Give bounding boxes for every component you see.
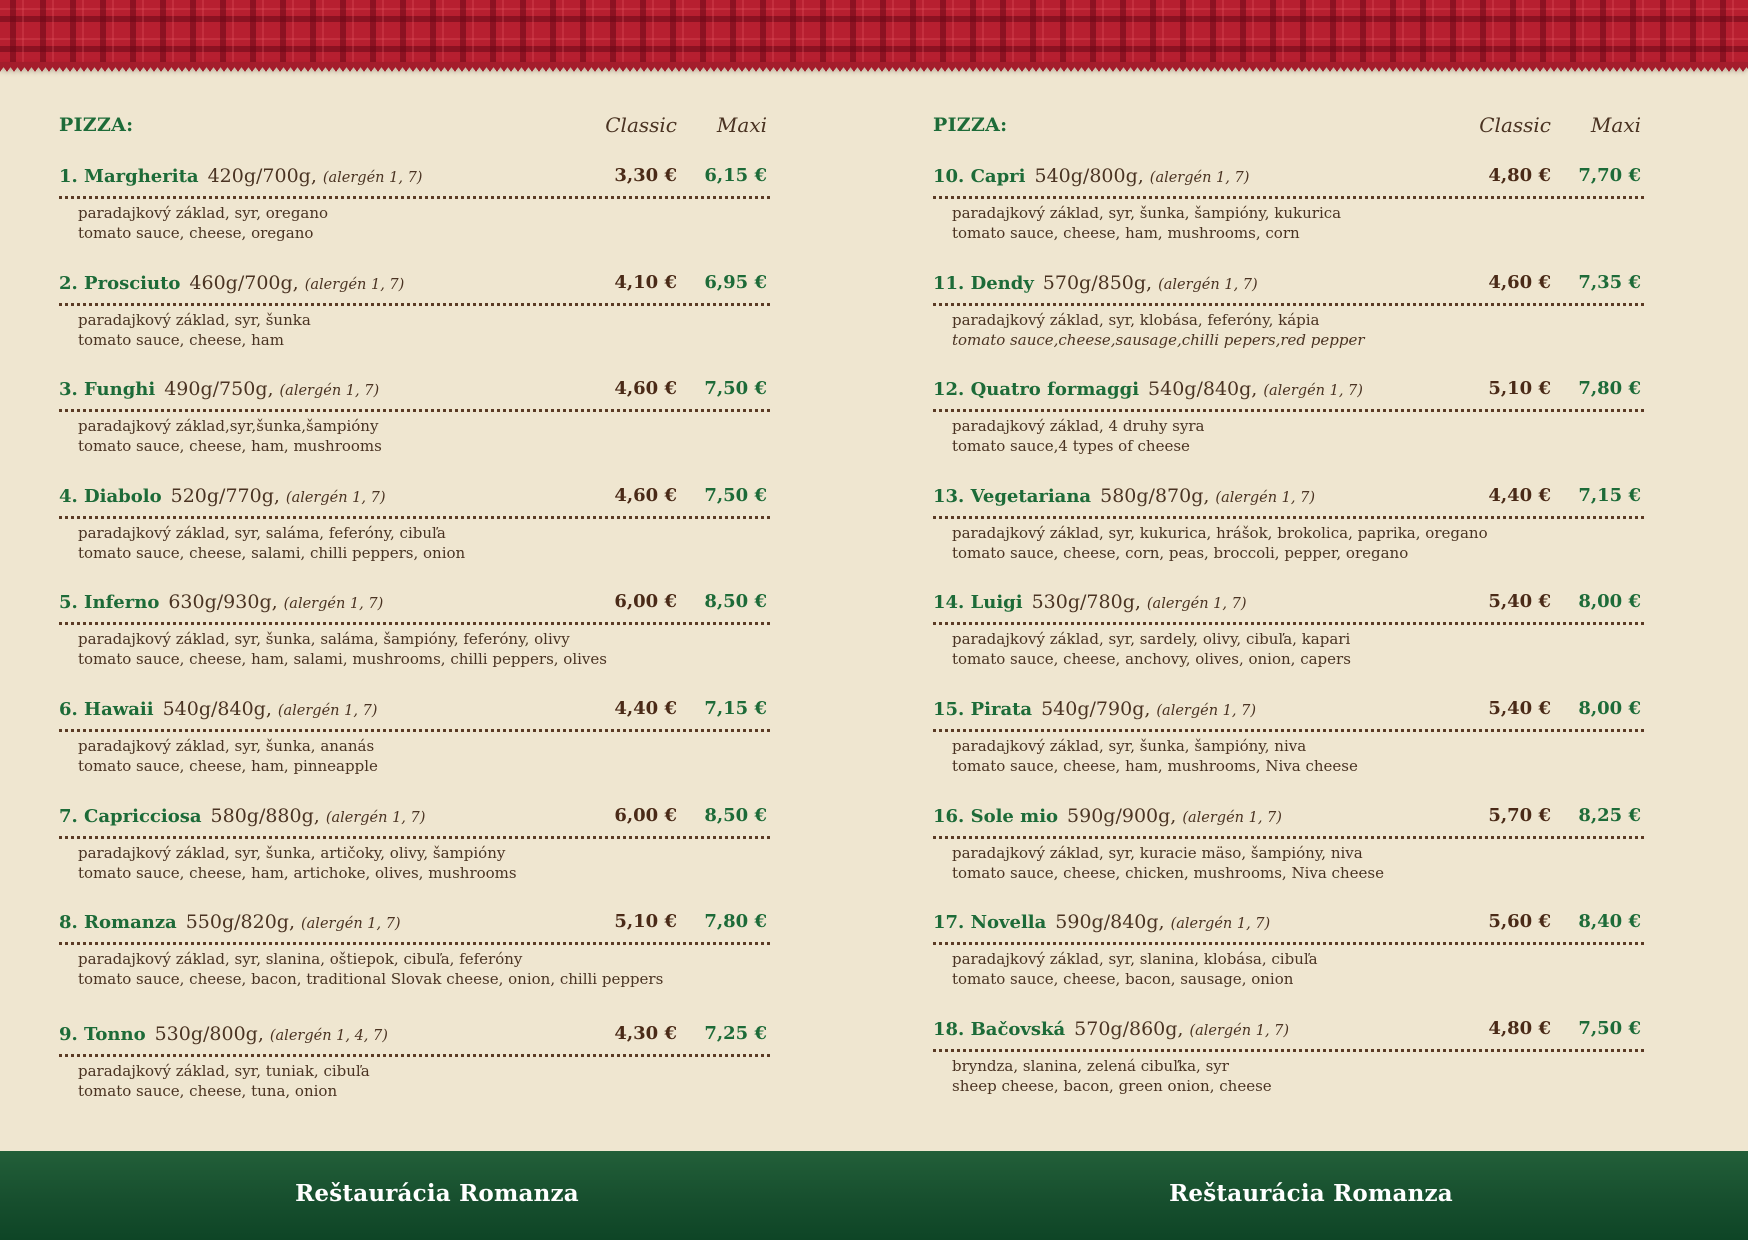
item-allergens: (alergén 1, 7): [1158, 276, 1258, 293]
item-allergens: (alergén 1, 7): [325, 809, 426, 826]
price-maxi: 7,15 €: [1578, 484, 1641, 506]
price-classic: 4,40 €: [614, 697, 677, 719]
item-allergens: (alergén 1, 7): [1149, 170, 1250, 186]
item-title-row: [933, 377, 1644, 412]
item-description-en: tomato sauce, cheese, chicken, mushrooms, Niva cheese: [952, 863, 1384, 882]
item-weight: 580g/880g,: [210, 804, 320, 827]
item-description-en: sheep cheese, bacon, green onion, cheese: [952, 1076, 1272, 1095]
item-name: 18. Bačovská: [933, 1018, 1066, 1040]
item-description-en: tomato sauce, cheese, tuna, onion: [78, 1081, 338, 1100]
price-maxi: 7,15 €: [704, 697, 767, 719]
item-weight: 630g/930g,: [168, 591, 278, 614]
item-description-en: tomato sauce, cheese, ham, mushrooms, Niva cheese: [952, 756, 1358, 775]
menu-item-12-quatro-formaggi: [933, 377, 1644, 484]
item-allergens: (alergén 1, 7): [1156, 702, 1256, 719]
price-maxi: 7,50 €: [1578, 1017, 1641, 1039]
item-weight: 570g/850g,: [1042, 271, 1153, 294]
item-title-row: [933, 164, 1644, 199]
item-description-sk: paradajkový základ, syr, šunka, šampióny, niva: [952, 736, 1307, 755]
item-title-row: [59, 271, 770, 306]
menu-item-17-novella: [933, 910, 1644, 1017]
menu-item-13-vegetariana: [933, 484, 1644, 591]
size-header-classic: Classic: [1479, 113, 1551, 137]
item-description-sk: paradajkový základ, syr, kukurica, hrášok, brokolica, paprika, oregano: [952, 523, 1488, 542]
item-weight: 590g/840g,: [1055, 911, 1165, 934]
item-description-sk: bryndza, slanina, zelená cibuľka, syr: [952, 1056, 1229, 1075]
item-description-sk: paradajkový základ, syr, šunka, artičoky, olivy, šampióny: [78, 843, 506, 862]
menu-item-4-diabolo: [59, 484, 770, 591]
price-maxi: 7,80 €: [1578, 378, 1641, 400]
item-description-en: tomato sauce, cheese, bacon, sausage, onion: [952, 970, 1294, 989]
menu-item-2-prosciuto: [59, 271, 770, 378]
item-name: 6. Hawaii: [59, 698, 154, 720]
item-description-en: tomato sauce, cheese, anchovy, olives, onion, capers: [952, 650, 1351, 669]
item-description-en: tomato sauce, cheese, ham, salami, mushrooms, chilli peppers, olives: [78, 650, 607, 669]
item-description-en: tomato sauce, cheese, salami, chilli peppers, onion: [78, 543, 466, 562]
item-allergens: (alergén 1, 7): [1189, 1022, 1290, 1039]
item-title-row: [933, 804, 1644, 839]
item-description-en: tomato sauce, cheese, bacon, traditional Slovak cheese, onion, chilli peppers: [78, 970, 664, 989]
size-header-maxi: Maxi: [716, 113, 767, 137]
item-title-row: [59, 164, 770, 199]
price-maxi: 8,50 €: [704, 804, 767, 826]
item-weight: 520g/770g,: [170, 484, 280, 507]
item-allergens: (alergén 1, 7): [285, 489, 386, 506]
price-classic: 5,70 €: [1488, 804, 1551, 826]
price-classic: 4,40 €: [1488, 484, 1551, 506]
price-maxi: 7,35 €: [1578, 271, 1641, 293]
price-maxi: 8,40 €: [1578, 911, 1641, 933]
item-title-row: [59, 697, 770, 732]
menu-item-10-capri: [933, 164, 1644, 271]
footer-restaurant-name-right: Reštaurácia Romanza: [1169, 1180, 1453, 1207]
price-classic: 6,00 €: [614, 804, 677, 826]
item-weight: 420g/700g,: [207, 165, 317, 187]
column-header: [59, 111, 770, 139]
menu-item-15-pirata: [933, 697, 1644, 804]
item-title-row: [933, 910, 1644, 945]
item-title-row: [59, 590, 770, 625]
item-weight: 530g/800g,: [154, 1022, 264, 1045]
item-allergens: (alergén 1, 7): [1182, 809, 1282, 826]
item-weight: 590g/900g,: [1067, 804, 1177, 827]
price-maxi: 6,95 €: [704, 271, 767, 293]
price-classic: 6,00 €: [614, 591, 677, 613]
item-name: 4. Diabolo: [59, 485, 162, 507]
item-allergens: (alergén 1, 7): [304, 276, 405, 293]
menu-item-5-inferno: [59, 590, 770, 697]
menu-item-6-hawaii: [59, 697, 770, 804]
item-description-en: tomato sauce, cheese, ham, pinneapple: [78, 756, 378, 775]
item-title-row: [59, 804, 770, 839]
item-description-en: tomato sauce, cheese, ham, mushrooms, corn: [952, 224, 1300, 242]
item-description-sk: paradajkový základ, syr, šunka: [78, 310, 311, 329]
price-maxi: 7,25 €: [704, 1022, 767, 1044]
price-maxi: 7,80 €: [704, 911, 767, 933]
price-maxi: 7,50 €: [704, 378, 767, 400]
item-description-en: tomato sauce,cheese,sausage,chilli pepers,red pepper: [952, 330, 1365, 349]
item-name: 17. Novella: [933, 912, 1047, 934]
item-allergens: (alergén 1, 7): [322, 170, 423, 186]
item-title-row: [59, 910, 770, 945]
item-description-sk: paradajkový základ, syr, saláma, feferóny, cibuľa: [78, 523, 446, 542]
item-description-sk: paradajkový základ, 4 druhy syra: [952, 417, 1205, 436]
menu-item-9-tonno: [59, 1022, 770, 1129]
item-name: 8. Romanza: [59, 912, 177, 934]
item-allergens: (alergén 1, 4, 7): [269, 1027, 388, 1044]
item-allergens: (alergén 1, 7): [1170, 916, 1271, 933]
price-classic: 4,10 €: [614, 271, 677, 293]
item-name: 9. Tonno: [59, 1023, 146, 1045]
item-name: 3. Funghi: [59, 379, 156, 401]
item-description-sk: paradajkový základ,syr,šunka,šampióny: [78, 417, 379, 436]
item-description-en: tomato sauce, cheese, corn, peas, broccoli, pepper, oregano: [952, 543, 1409, 562]
item-name: 7. Capricciosa: [59, 805, 202, 827]
price-classic: 4,60 €: [614, 378, 677, 400]
item-description-sk: paradajkový základ, syr, šunka, saláma, šampióny, feferóny, olivy: [78, 630, 570, 649]
price-maxi: 8,00 €: [1578, 591, 1641, 613]
price-maxi: 8,00 €: [1578, 697, 1641, 719]
item-title-row: [933, 1017, 1644, 1052]
item-weight: 540g/840g,: [1148, 378, 1258, 401]
menu-item-16-sole-mio: [933, 804, 1644, 911]
item-weight: 460g/700g,: [189, 271, 299, 294]
menu-item-11-dendy: [933, 271, 1644, 378]
item-description-en: tomato sauce, cheese, ham: [78, 330, 284, 349]
item-name: 2. Prosciuto: [59, 272, 181, 294]
menu-item-1-margherita: [59, 164, 770, 271]
item-description-sk: paradajkový základ, syr, tuniak, cibuľa: [78, 1061, 370, 1080]
item-title-row: [933, 590, 1644, 625]
size-header-maxi: Maxi: [1590, 113, 1641, 137]
item-allergens: (alergén 1, 7): [283, 596, 384, 613]
item-name: 16. Sole mio: [933, 805, 1059, 827]
section-heading: PIZZA:: [933, 114, 1008, 136]
price-maxi: 8,50 €: [704, 591, 767, 613]
item-name: 14. Luigi: [933, 592, 1023, 614]
price-classic: 3,30 €: [614, 165, 677, 186]
item-weight: 540g/800g,: [1034, 165, 1144, 187]
item-description-en: tomato sauce, cheese, ham, artichoke, olives, mushrooms: [78, 863, 517, 882]
item-weight: 490g/750g,: [164, 378, 274, 401]
left-menu-column: [59, 0, 770, 1151]
price-maxi: 7,50 €: [704, 484, 767, 506]
pizza-list: [933, 164, 1644, 1123]
item-allergens: (alergén 1, 7): [1215, 489, 1315, 506]
column-header: [933, 111, 1644, 139]
price-classic: 4,80 €: [1488, 165, 1551, 186]
item-weight: 540g/840g,: [162, 697, 272, 720]
price-classic: 4,60 €: [1488, 271, 1551, 293]
item-name: 5. Inferno: [59, 592, 160, 614]
item-weight: 540g/790g,: [1041, 697, 1151, 720]
price-classic: 5,10 €: [614, 911, 677, 933]
item-title-row: [59, 1022, 770, 1057]
footer-band: [0, 1151, 1748, 1240]
item-description-sk: paradajkový základ, syr, klobása, feferóny, kápia: [952, 310, 1320, 329]
section-heading: PIZZA:: [59, 114, 134, 136]
price-classic: 5,40 €: [1488, 591, 1551, 613]
price-classic: 5,10 €: [1488, 378, 1551, 400]
price-classic: 4,30 €: [614, 1022, 677, 1044]
item-allergens: (alergén 1, 7): [301, 916, 401, 933]
item-description-sk: paradajkový základ, syr, slanina, klobása, cibuľa: [952, 950, 1318, 969]
item-weight: 550g/820g,: [185, 911, 295, 934]
price-maxi: 8,25 €: [1578, 804, 1641, 826]
item-description-sk: paradajkový základ, syr, sardely, olivy, cibuľa, kapari: [952, 630, 1351, 649]
pizza-list: [59, 164, 770, 1128]
item-title-row: [933, 697, 1644, 732]
item-title-row: [59, 377, 770, 412]
item-title-row: [933, 484, 1644, 519]
item-name: 10. Capri: [933, 166, 1026, 187]
item-title-row: [59, 484, 770, 519]
item-description-sk: paradajkový základ, syr, šunka, šampióny, kukurica: [952, 204, 1342, 222]
item-allergens: (alergén 1, 7): [279, 383, 380, 400]
item-allergens: (alergén 1, 7): [277, 702, 378, 719]
price-classic: 4,80 €: [1488, 1017, 1551, 1039]
item-description-en: tomato sauce, cheese, ham, mushrooms: [78, 437, 382, 456]
menu-item-7-capricciosa: [59, 804, 770, 911]
price-maxi: 6,15 €: [704, 165, 767, 186]
item-description-sk: paradajkový základ, syr, oregano: [78, 204, 329, 222]
item-description-sk: paradajkový základ, syr, kuracie mäso, šampióny, niva: [952, 843, 1363, 862]
item-description-sk: paradajkový základ, syr, slanina, oštiepok, cibuľa, feferóny: [78, 950, 523, 969]
menu-item-3-funghi: [59, 377, 770, 484]
item-name: 12. Quatro formaggi: [933, 379, 1140, 401]
item-name: 1. Margherita: [59, 166, 199, 187]
item-name: 11. Dendy: [933, 272, 1034, 294]
item-description-en: tomato sauce, cheese, oregano: [78, 224, 314, 242]
item-description-sk: paradajkový základ, syr, šunka, ananás: [78, 736, 375, 755]
menu-item-8-romanza: [59, 910, 770, 1017]
item-weight: 570g/860g,: [1074, 1017, 1184, 1040]
item-title-row: [933, 271, 1644, 306]
menu-item-14-luigi: [933, 590, 1644, 697]
item-description-en: tomato sauce,4 types of cheese: [952, 437, 1190, 456]
item-weight: 530g/780g,: [1031, 591, 1141, 614]
item-name: 13. Vegetariana: [933, 485, 1092, 507]
footer-restaurant-name-left: Reštaurácia Romanza: [295, 1180, 579, 1207]
item-allergens: (alergén 1, 7): [1263, 383, 1363, 400]
price-maxi: 7,70 €: [1578, 165, 1641, 186]
menu-item-18-bacovska: [933, 1017, 1644, 1124]
item-name: 15. Pirata: [933, 698, 1033, 720]
price-classic: 5,40 €: [1488, 697, 1551, 719]
price-classic: 5,60 €: [1488, 911, 1551, 933]
item-allergens: (alergén 1, 7): [1146, 596, 1247, 613]
price-classic: 4,60 €: [614, 484, 677, 506]
item-weight: 580g/870g,: [1100, 484, 1210, 507]
size-header-classic: Classic: [605, 113, 677, 137]
right-menu-column: [933, 0, 1644, 1151]
